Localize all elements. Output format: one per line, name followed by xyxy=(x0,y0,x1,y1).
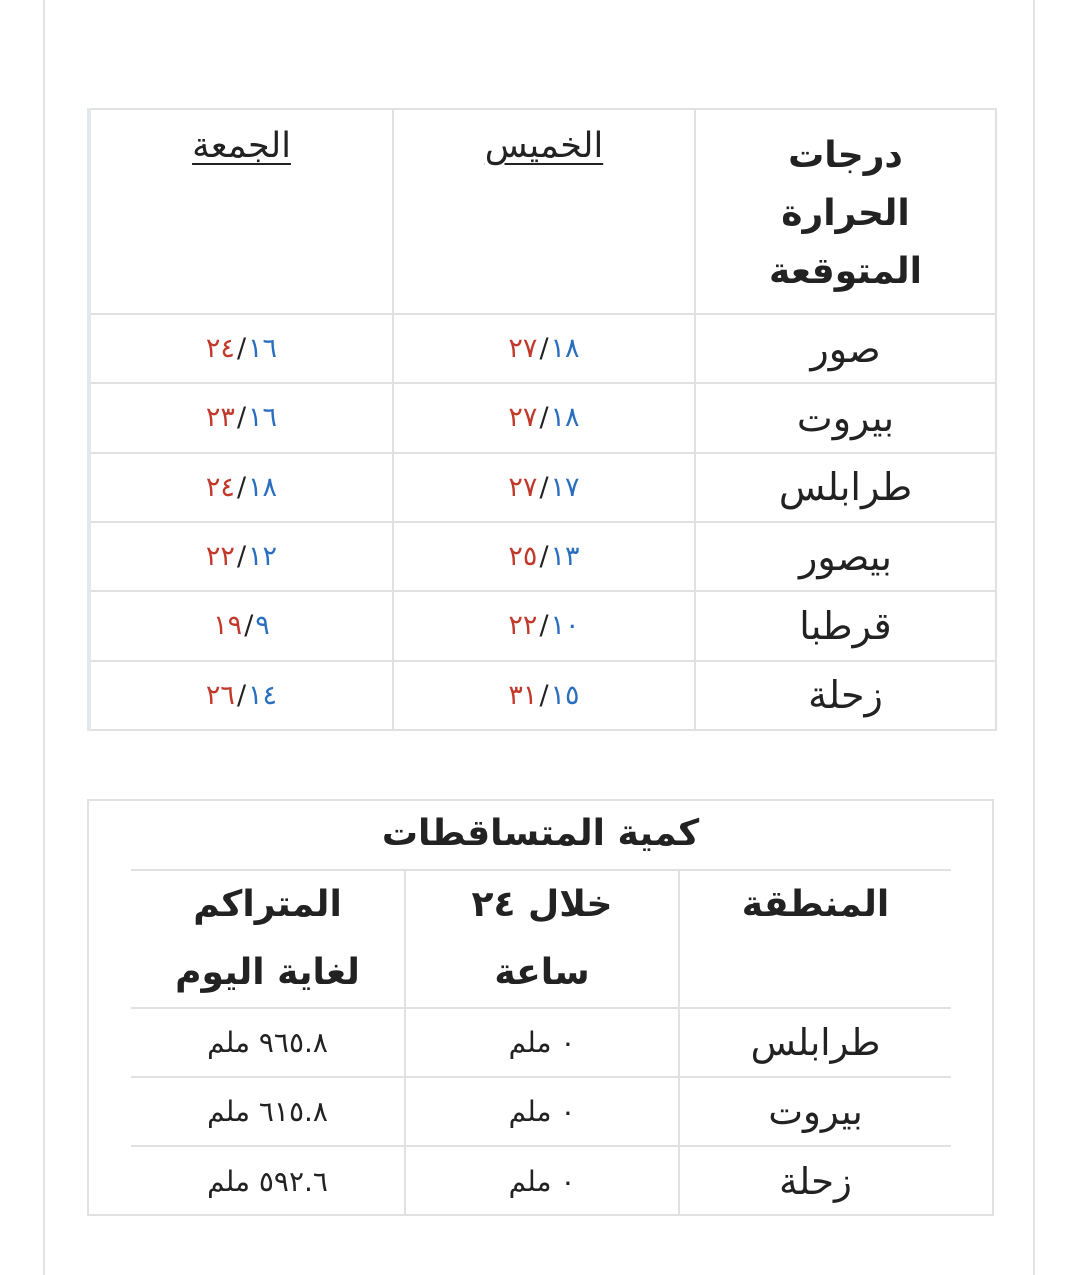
day-link-friday[interactable]: الجمعة xyxy=(192,126,291,166)
temp-separator: / xyxy=(539,610,549,642)
table-row xyxy=(131,1146,951,1215)
temp-pair xyxy=(508,333,579,364)
precipitation-header-row xyxy=(131,870,951,1008)
cumulative-cell xyxy=(131,1008,405,1077)
temp-separator: / xyxy=(539,679,549,711)
precipitation-table xyxy=(131,869,951,1215)
temp-separator: / xyxy=(539,402,549,434)
city-cell xyxy=(695,383,996,452)
table-row xyxy=(131,1077,951,1146)
temp-cell-friday xyxy=(89,453,393,522)
temp-separator: / xyxy=(236,333,247,365)
temp-separator: / xyxy=(236,679,247,711)
temp-max: ١٩ xyxy=(213,610,243,642)
temp-min: ١٤ xyxy=(248,679,278,711)
temp-cell-thursday xyxy=(393,591,695,660)
last-24h-cell xyxy=(405,1146,679,1215)
day-link-thursday[interactable]: الخميس xyxy=(484,126,604,166)
temperature-title: درجات الحرارة المتوقعة xyxy=(769,135,922,293)
table-row xyxy=(89,591,996,660)
temp-min: ١٥ xyxy=(550,679,580,711)
temp-min: ١٨ xyxy=(550,333,580,365)
city-name: زحلة xyxy=(808,673,883,718)
city-name: قرطبا xyxy=(799,603,892,648)
city-name: صور xyxy=(810,326,881,371)
temp-separator: / xyxy=(539,471,549,503)
temp-pair xyxy=(206,402,277,433)
temp-pair xyxy=(206,541,277,572)
city-cell xyxy=(695,453,996,522)
temp-min: ١٧ xyxy=(550,471,580,503)
temp-cell-friday xyxy=(89,522,393,591)
table-row xyxy=(89,314,996,383)
temp-pair xyxy=(508,680,579,711)
city-cell xyxy=(695,522,996,591)
temp-separator: / xyxy=(539,333,549,365)
temp-separator: / xyxy=(244,610,254,642)
region-cell xyxy=(679,1146,951,1215)
temp-min: ١٦ xyxy=(248,402,278,434)
table-row xyxy=(89,383,996,452)
cumulative-value: ٦١٥.٨ ملم xyxy=(207,1095,328,1128)
temp-max: ٣١ xyxy=(508,679,538,711)
cumulative-value: ٥٩٢.٦ ملم xyxy=(207,1164,328,1198)
temp-pair xyxy=(508,402,579,433)
temp-min: ١٨ xyxy=(550,402,580,434)
temp-cell-friday xyxy=(89,591,393,660)
city-name: بيروت xyxy=(796,395,895,440)
last-24h-value: ٠ ملم xyxy=(508,1095,576,1128)
temp-pair xyxy=(508,541,579,572)
temp-cell-thursday xyxy=(393,314,695,383)
region-name: زحلة xyxy=(779,1159,852,1203)
temp-separator: / xyxy=(539,541,549,573)
temp-min: ١٢ xyxy=(248,541,278,573)
day-header-friday xyxy=(89,109,393,314)
temp-separator: / xyxy=(236,541,247,573)
day-header-thursday xyxy=(393,109,695,314)
temperature-table xyxy=(87,108,997,731)
last-24h-cell xyxy=(405,1077,679,1146)
temp-pair xyxy=(206,680,277,711)
temp-min: ٩ xyxy=(255,610,270,642)
city-name: بيصور xyxy=(799,534,892,579)
cumulative-cell xyxy=(131,1146,405,1215)
temp-cell-friday xyxy=(89,314,393,383)
temp-pair xyxy=(206,333,277,364)
temp-max: ٢٧ xyxy=(508,402,538,434)
header-cumulative xyxy=(131,870,405,1008)
city-name: طرابلس xyxy=(778,465,913,510)
precipitation-section xyxy=(87,799,994,1216)
temp-max: ٢٥ xyxy=(508,541,538,573)
temp-cell-thursday xyxy=(393,453,695,522)
last-24h-value: ٠ ملم xyxy=(508,1026,576,1059)
header-cumulative-label: المتراكم لغاية اليوم xyxy=(175,884,360,993)
precipitation-caption: كمية المتساقطات xyxy=(381,813,700,854)
header-last-24h xyxy=(405,870,679,1008)
temp-max: ٢٤ xyxy=(205,471,235,503)
temp-pair xyxy=(508,472,579,503)
temp-pair xyxy=(508,610,579,641)
temp-min: ١٣ xyxy=(550,541,580,573)
table-row xyxy=(89,522,996,591)
temp-min: ١٦ xyxy=(248,333,278,365)
temp-max: ٢٤ xyxy=(205,333,235,365)
region-cell xyxy=(679,1008,951,1077)
temp-separator: / xyxy=(236,471,247,503)
temp-min: ١٠ xyxy=(550,610,580,642)
city-cell xyxy=(695,591,996,660)
temp-max: ٢٦ xyxy=(205,679,235,711)
temp-max: ٢٢ xyxy=(508,610,538,642)
temp-cell-thursday xyxy=(393,383,695,452)
temperature-title-cell xyxy=(695,109,996,314)
table-row xyxy=(89,453,996,522)
city-cell xyxy=(695,314,996,383)
cumulative-value: ٩٦٥.٨ ملم xyxy=(207,1026,328,1059)
last-24h-cell xyxy=(405,1008,679,1077)
temp-max: ٢٧ xyxy=(508,471,538,503)
region-name: طرابلس xyxy=(750,1021,881,1064)
temp-separator: / xyxy=(236,402,247,434)
last-24h-value: ٠ ملم xyxy=(508,1164,576,1198)
city-cell xyxy=(695,661,996,730)
temp-max: ٢٧ xyxy=(508,333,538,365)
region-cell xyxy=(679,1077,951,1146)
table-row xyxy=(131,1008,951,1077)
temp-cell-friday xyxy=(89,383,393,452)
temp-max: ٢٣ xyxy=(205,402,235,434)
temp-pair xyxy=(206,472,277,503)
region-name: بيروت xyxy=(768,1090,863,1133)
header-region-label: المنطقة xyxy=(741,884,890,925)
cumulative-cell xyxy=(131,1077,405,1146)
temp-min: ١٨ xyxy=(248,471,278,503)
temp-cell-thursday xyxy=(393,661,695,730)
temp-cell-friday xyxy=(89,661,393,730)
temp-pair xyxy=(213,610,270,641)
temp-cell-thursday xyxy=(393,522,695,591)
temp-max: ٢٢ xyxy=(205,541,235,573)
header-last-24h-label: خلال ٢٤ ساعة xyxy=(471,884,613,993)
temperature-header-row xyxy=(89,109,996,314)
table-row xyxy=(89,661,996,730)
header-region xyxy=(679,870,951,1008)
